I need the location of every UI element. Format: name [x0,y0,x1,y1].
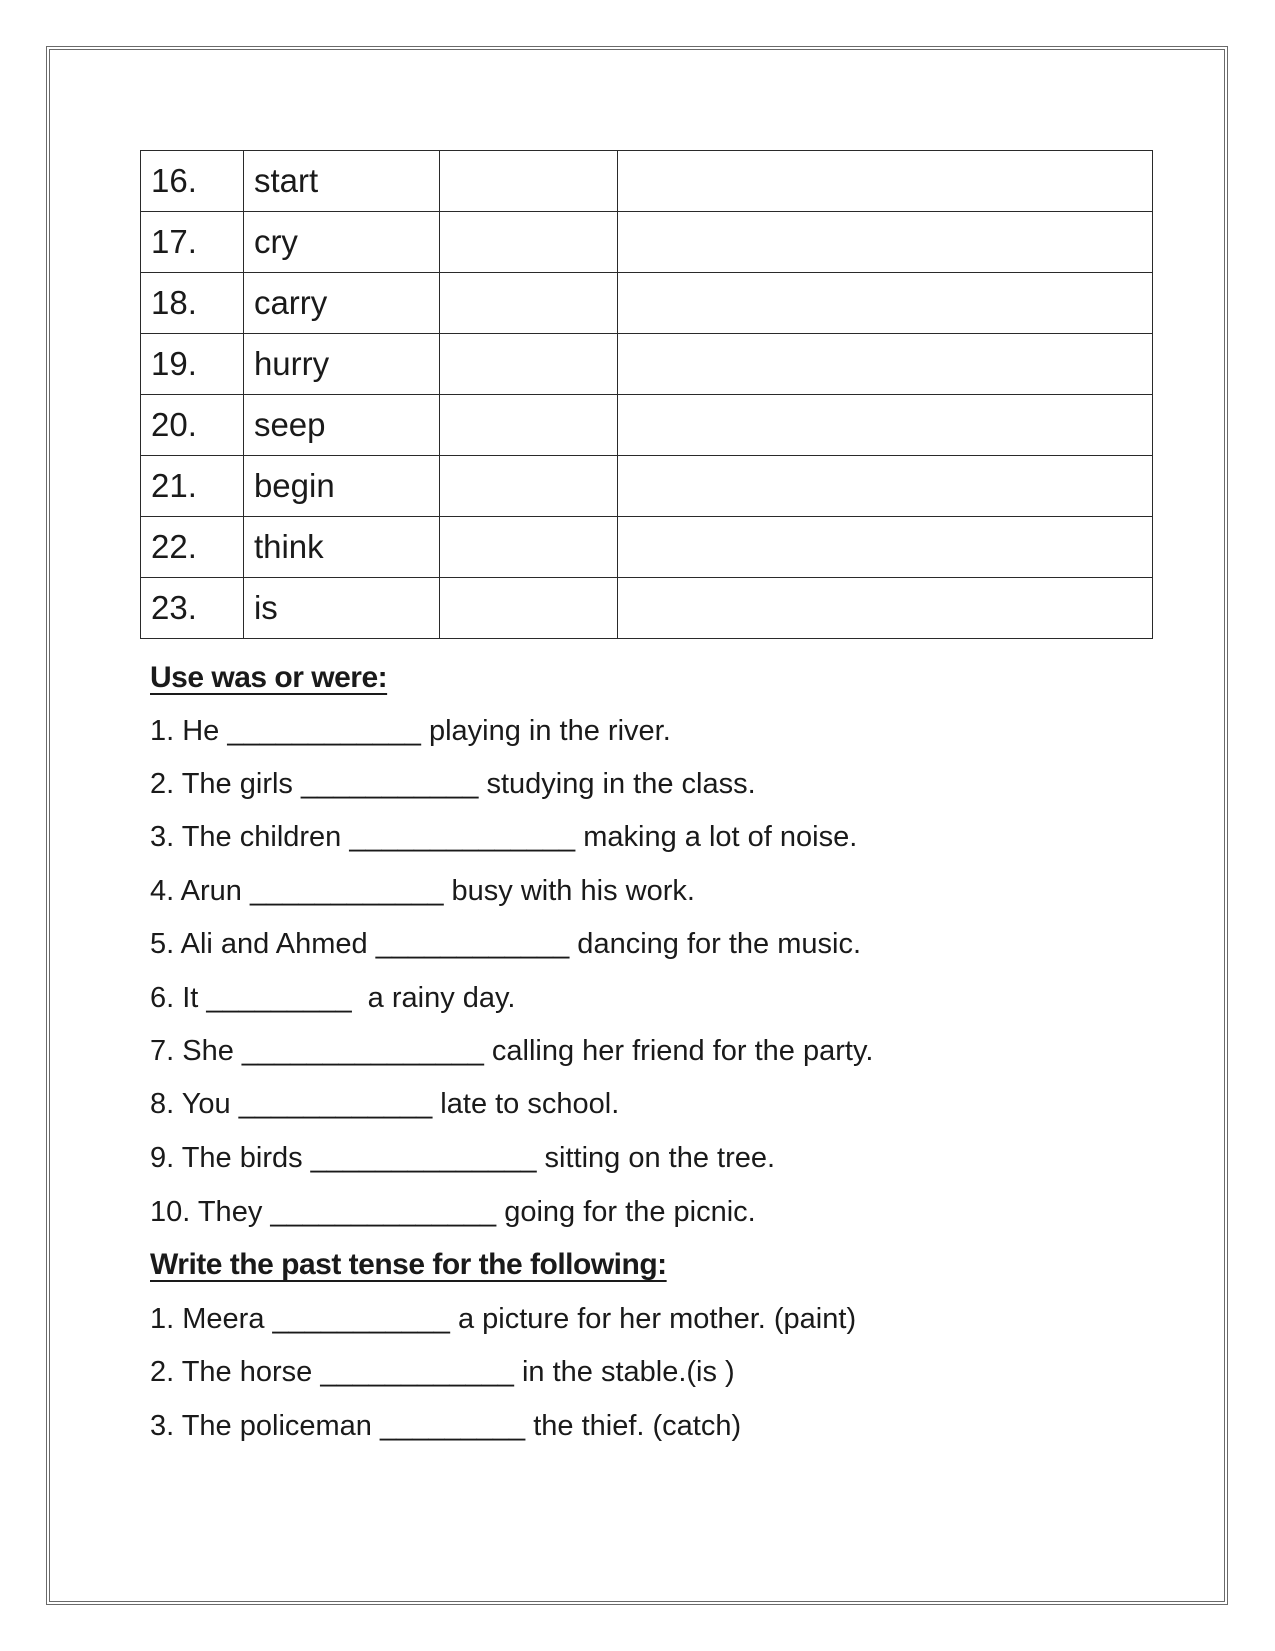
past-tense-item: 3. The policeman _________ the thief. (catch) [150,1410,742,1442]
row-number: 16. [141,151,244,212]
table-row [141,395,1153,456]
row-number: 21. [141,456,244,517]
row-number: 22. [141,517,244,578]
verb-table [140,150,1153,639]
row-word: begin [243,456,439,517]
was-were-item: 4. Arun ____________ busy with his work. [150,875,695,907]
blank-cell[interactable] [617,517,1152,578]
row-number: 20. [141,395,244,456]
was-were-item: 7. She _______________ calling her friend for the party. [150,1035,874,1067]
row-word: start [243,151,439,212]
blank-cell[interactable] [439,456,617,517]
was-were-item: 3. The children ______________ making a lot of noise. [150,821,858,853]
past-tense-item: 2. The horse ____________ in the stable.(is ) [150,1356,735,1388]
blank-cell[interactable] [439,578,617,639]
row-number: 19. [141,334,244,395]
past-tense-item: 1. Meera ___________ a picture for her mother. (paint) [150,1303,857,1335]
was-were-heading: Use was or were: [150,661,388,694]
blank-cell[interactable] [617,273,1152,334]
was-were-item: 5. Ali and Ahmed ____________ dancing for the music. [150,928,862,960]
row-word: cry [243,212,439,273]
table-row [141,273,1153,334]
blank-cell[interactable] [617,334,1152,395]
was-were-item: 2. The girls ___________ studying in the class. [150,768,756,800]
was-were-item: 8. You ____________ late to school. [150,1088,620,1120]
blank-cell[interactable] [617,212,1152,273]
blank-cell[interactable] [439,517,617,578]
row-word: is [243,578,439,639]
row-word: carry [243,273,439,334]
blank-cell[interactable] [617,578,1152,639]
table-row [141,517,1153,578]
was-were-item: 9. The birds ______________ sitting on the tree. [150,1142,776,1174]
row-number: 18. [141,273,244,334]
blank-cell[interactable] [439,212,617,273]
row-number: 17. [141,212,244,273]
table-row [141,334,1153,395]
table-row [141,151,1153,212]
blank-cell[interactable] [617,395,1152,456]
past-tense-heading: Write the past tense for the following: [150,1248,667,1281]
row-word: seep [243,395,439,456]
blank-cell[interactable] [439,395,617,456]
table-row [141,578,1153,639]
row-number: 23. [141,578,244,639]
table-row [141,212,1153,273]
blank-cell[interactable] [439,273,617,334]
was-were-item: 6. It _________ a rainy day. [150,982,516,1014]
row-word: think [243,517,439,578]
blank-cell[interactable] [617,456,1152,517]
blank-cell[interactable] [439,334,617,395]
table-row [141,456,1153,517]
row-word: hurry [243,334,439,395]
blank-cell[interactable] [439,151,617,212]
blank-cell[interactable] [617,151,1152,212]
was-were-item: 10. They ______________ going for the picnic. [150,1196,756,1228]
was-were-item: 1. He ____________ playing in the river. [150,715,671,747]
